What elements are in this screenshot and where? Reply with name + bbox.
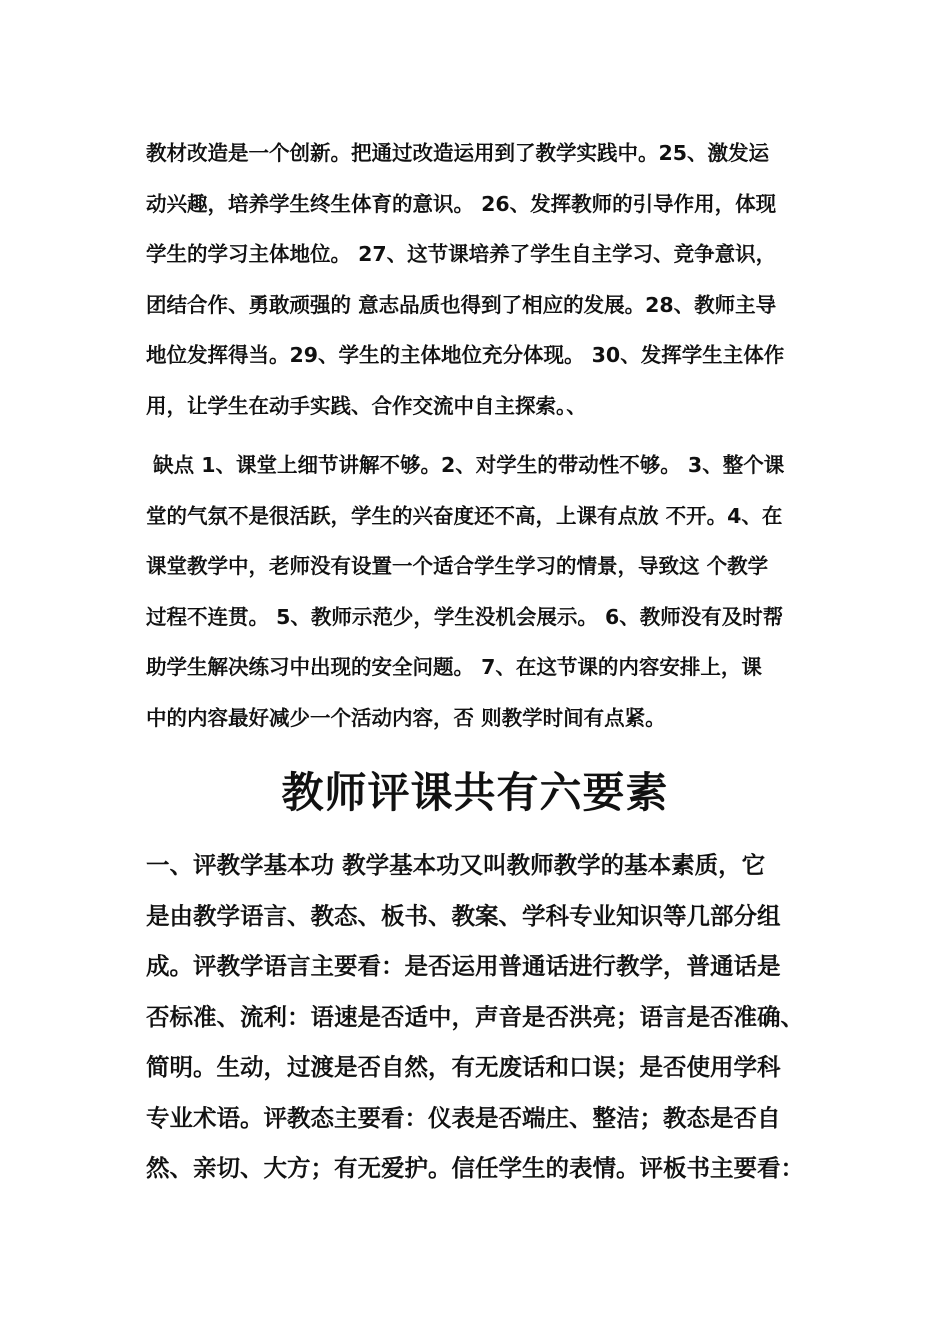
- text-line: 然、亲切、大方；有无爱护。信任学生的表情。评板书主要看：: [146, 1154, 804, 1182]
- paragraph-six-elements: [146, 847, 808, 1201]
- paragraph-weaknesses: [146, 449, 808, 752]
- text-line: 是由教学语言、教态、板书、教案、学科专业知识等几部分组: [146, 901, 781, 930]
- text-line: 中的内容最好减少一个活动内容，否 则教学时间有点紧。: [146, 705, 666, 730]
- text-line: 专业术语。评教态主要看：仪表是否端庄、整洁；教态是否自: [146, 1103, 781, 1132]
- text-line: 否标准、流利：语速是否适中，声音是否洪亮；语言是否准确、: [146, 1002, 804, 1031]
- section-heading: 教师评课共有六要素: [281, 768, 669, 817]
- paragraph-strengths: [146, 137, 808, 440]
- text-line: 一、评教学基本功 教学基本功又叫教师教学的基本素质，它: [146, 851, 766, 879]
- text-line: 过程不连贯。 5、教师示范少，学生没机会展示。 6、教师没有及时帮: [146, 604, 784, 629]
- text-line: 团结合作、勇敢顽强的 意志品质也得到了相应的发展。28、教师主导: [146, 292, 777, 317]
- text-line: 简明。生动，过渡是否自然，有无废话和口误；是否使用学科: [146, 1053, 781, 1081]
- text-line: 动兴趣，培养学生终生体育的意识。 26、发挥教师的引导作用，体现: [146, 191, 777, 216]
- text-line: 成。评教学语言主要看：是否运用普通话进行教学，普通话是: [146, 952, 781, 980]
- text-line: 地位发挥得当。29、学生的主体地位充分体现。 30、发挥学生主体作: [146, 343, 785, 367]
- text-line: 缺点 1、课堂上细节讲解不够。2、对学生的带动性不够。 3、整个课: [146, 453, 785, 477]
- text-line: 课堂教学中，老师没有设置一个适合学生学习的情景，导致这 个教学: [146, 554, 769, 578]
- text-line: 堂的气氛不是很活跃，学生的兴奋度还不高，上课有点放 不开。4、在: [146, 503, 783, 528]
- text-line: 用，让学生在动手实践、合作交流中自主探索。、: [146, 393, 587, 418]
- text-line: 学生的学习主体地位。 27、这节课培养了学生自主学习、竞争意识，: [146, 242, 777, 266]
- text-line: 教材改造是一个创新。把通过改造运用到了教学实践中。25、激发运: [146, 141, 770, 165]
- text-line: 助学生解决练习中出现的安全问题。 7、在这节课的内容安排上，课: [146, 655, 762, 679]
